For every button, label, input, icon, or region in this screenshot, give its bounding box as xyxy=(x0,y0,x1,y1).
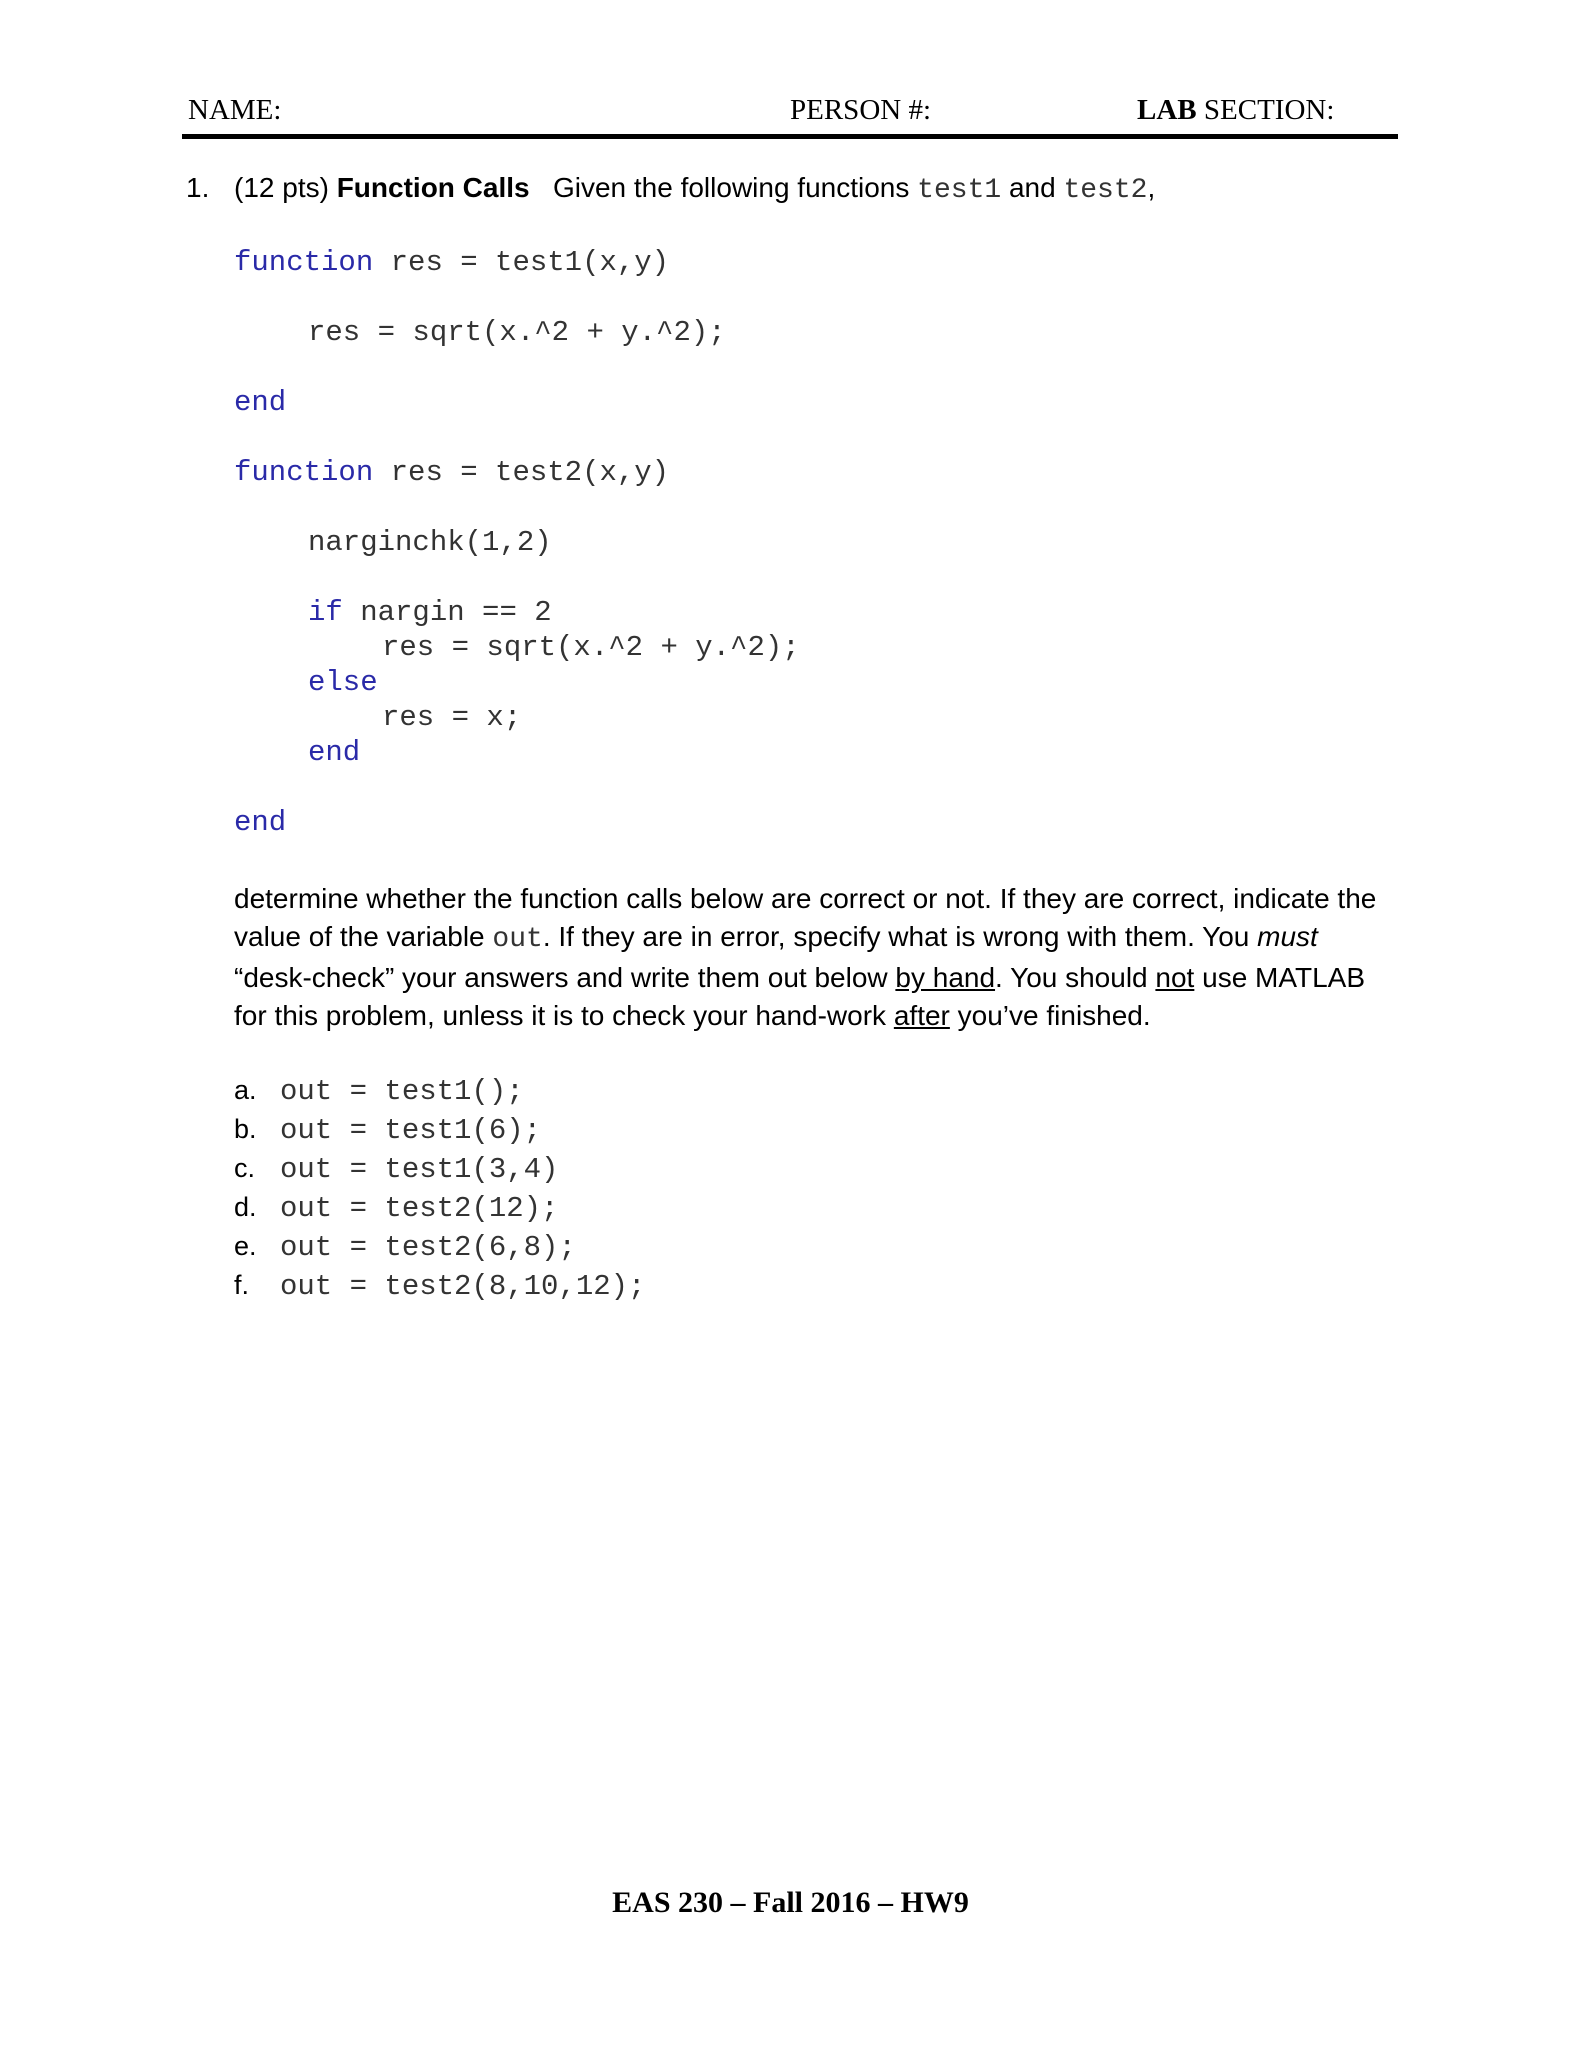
var-out-inline: out xyxy=(492,924,543,955)
part-code: out = test2(12); xyxy=(280,1192,559,1225)
name-label: NAME: xyxy=(188,94,282,126)
code-test1-line1 xyxy=(234,245,669,280)
part-label: b. xyxy=(234,1114,257,1144)
code-test1-end: end xyxy=(234,386,287,419)
question-intro-post: , xyxy=(1147,172,1156,203)
keyword-function: function xyxy=(234,456,374,489)
fn1-inline: test1 xyxy=(917,175,1002,206)
code-test2-line1 xyxy=(234,455,669,490)
underline-not: not xyxy=(1155,962,1195,993)
code-test2-if-end: end xyxy=(308,736,361,769)
para-text: use MATLAB for this problem, unless it is to check your hand-work xyxy=(234,962,1365,1031)
question-intro xyxy=(234,172,1155,206)
para-text: . You should xyxy=(995,962,1156,993)
para-text: . If they are in error, specify what is wrong with them. You xyxy=(542,921,1258,952)
lab-bold: LAB xyxy=(1137,94,1197,126)
instructions-paragraph xyxy=(234,880,1384,1035)
code-test2-else: else xyxy=(308,666,378,699)
part-code: out = test1(6); xyxy=(280,1114,542,1147)
part-label: d. xyxy=(234,1192,257,1222)
para-text: you’ve finished. xyxy=(949,1000,1151,1031)
fn2-inline: test2 xyxy=(1063,175,1148,206)
part-code: out = test2(6,8); xyxy=(280,1231,576,1264)
part-label: a. xyxy=(234,1075,257,1105)
part-code: out = test2(8,10,12); xyxy=(280,1270,646,1303)
person-number-label: PERSON #: xyxy=(790,94,932,126)
part-label: c. xyxy=(234,1153,256,1183)
code-text: res = test2(x,y) xyxy=(373,456,670,489)
part-code: out = test1(); xyxy=(280,1075,524,1108)
underline-by-hand: by hand xyxy=(895,962,996,993)
lab-section-label xyxy=(1137,94,1334,127)
para-text: “desk-check” your answers and write them out below xyxy=(234,962,896,993)
code-text: res = test1(x,y) xyxy=(373,246,670,279)
code-test1-line2: res = sqrt(x.^2 + y.^2); xyxy=(308,316,726,349)
page-footer: EAS 230 – Fall 2016 – HW9 xyxy=(612,1886,969,1919)
lab-section-rest: SECTION: xyxy=(1196,94,1335,126)
code-test2-narginchk: narginchk(1,2) xyxy=(308,526,552,559)
code-test2-if xyxy=(308,595,552,630)
para-text: determine whether the function calls below are correct or not. If they are correct, indicate the value of the variable xyxy=(234,883,1377,952)
part-label: e. xyxy=(234,1231,257,1261)
keyword-if: if xyxy=(308,596,343,629)
code-test2-end: end xyxy=(234,806,287,839)
question-intro-mid: and xyxy=(1001,172,1064,203)
code-test2-res-x: res = x; xyxy=(382,701,522,734)
code-text: nargin == 2 xyxy=(342,596,552,629)
part-code: out = test1(3,4) xyxy=(280,1153,559,1186)
part-label: f. xyxy=(234,1270,250,1300)
keyword-function: function xyxy=(234,246,374,279)
question-intro-pre: Given the following functions xyxy=(529,172,918,203)
emphasis-must: must xyxy=(1257,921,1318,952)
question-number: 1. xyxy=(186,172,210,203)
page-header xyxy=(182,92,1398,139)
underline-after: after xyxy=(893,1000,950,1031)
code-test2-res-sqrt: res = sqrt(x.^2 + y.^2); xyxy=(382,631,800,664)
question-points: (12 pts) xyxy=(234,172,337,203)
question-title: Function Calls xyxy=(336,172,530,203)
